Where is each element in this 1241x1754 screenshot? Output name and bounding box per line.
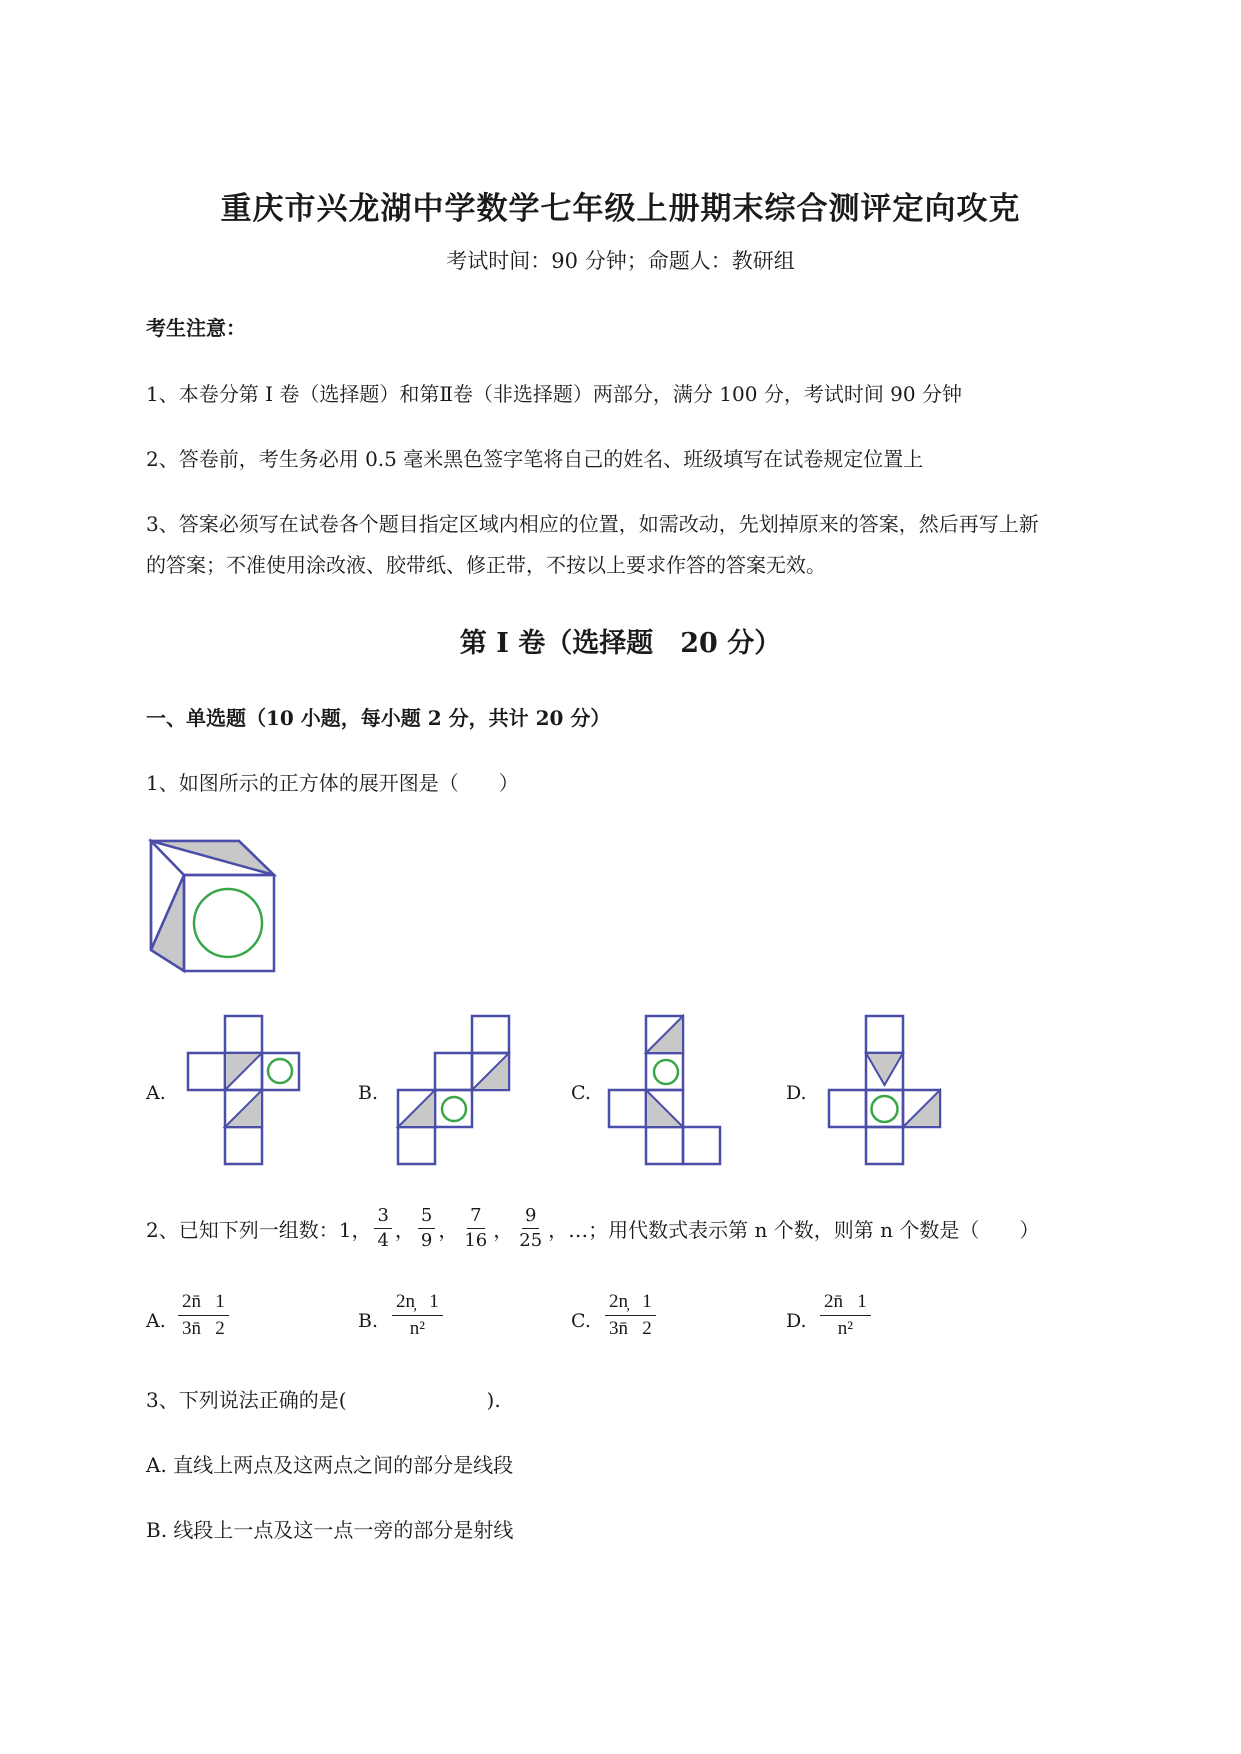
exam-subtitle: 考试时间：90 分钟；命题人：教研组 [446,249,795,273]
part-title: 一、单选题（10 小题，每小题 2 分，共计 20 分） [146,706,611,730]
notice-item-3: 3、答案必须写在试卷各个题目指定区域内相应的位置，如需改动，先划掉原来的答案，然后再写上新 [146,512,1039,536]
exam-title: 重庆市兴龙湖中学数学七年级上册期末综合测评定向攻克 [220,191,1021,227]
q1-option-b-net[interactable] [392,1013,517,1173]
notice-item-1: 1、本卷分第 I 卷（选择题）和第Ⅱ卷（非选择题）两部分，满分 100 分，考试时间 90 分钟 [146,382,962,406]
q2-option-c-expression[interactable]: $\frac{2n̦ 1}{3n̄ 2}$ [605,1290,656,1341]
q2-fraction: $\frac{5}{9}$ [418,1205,435,1252]
notice-item-2: 2、答卷前，考生务必用 0.5 毫米黑色签字笔将自己的姓名、班级填写在试卷规定位置上 [146,447,924,471]
notice-heading: 考生注意： [146,316,246,340]
q1-option-a-label[interactable]: A. [146,1082,166,1104]
q2-fraction: $\frac{7}{16}$ [464,1204,488,1251]
notice-item-3-cont: 的答案；不准使用涂改液、胶带纸、修正带，不按以上要求作答的答案无效。 [146,553,826,577]
q2-option-a-expression[interactable]: $\frac{2n̄ 1}{3n̄ 2}$ [178,1290,229,1341]
q1-option-c-net[interactable] [606,1013,731,1173]
q1-option-b-label[interactable]: B. [358,1082,379,1104]
q2-option-c-label[interactable]: C. [571,1310,591,1332]
q2-fraction: $\frac{3}{4}$ [374,1205,391,1252]
q2-fraction: $\frac{9}{25}$ [519,1204,543,1251]
q1-option-d-label[interactable]: D. [786,1082,807,1104]
q2-separator: ， [493,1217,514,1242]
q2-option-d-expression[interactable]: $\frac{2n̄ 1}{\text{n²}}$ [820,1290,871,1341]
q2-option-d-label[interactable]: D. [786,1310,807,1332]
q1-stem: 1、如图所示的正方体的展开图是（ ） [146,771,519,795]
q1-option-d-net[interactable] [820,1013,945,1173]
q3-stem: 3、下列说法正确的是( ). [146,1388,501,1412]
q2-option-b-expression[interactable]: $\frac{2n̦ 1}{\text{n²}}$ [392,1290,443,1341]
q2-stem-suffix: ，…；用代数式表示第 n 个数，则第 n 个数是（ ） [548,1217,1040,1242]
q2-stem-prefix: 2、已知下列一组数：1， [146,1217,372,1242]
q3-option-b[interactable]: B. 线段上一点及这一点一旁的部分是射线 [146,1518,514,1542]
q2-separator: ， [394,1217,415,1242]
q1-option-c-label[interactable]: C. [571,1082,591,1104]
section-title: 第 I 卷（选择题 20 分） [459,628,782,659]
cube-figure [146,838,286,975]
q2-option-b-label[interactable]: B. [358,1310,379,1332]
q2-stem [146,1200,1039,1256]
q2-separator: ， [438,1217,459,1242]
q3-option-a[interactable]: A. 直线上两点及这两点之间的部分是线段 [146,1453,514,1477]
q2-option-a-label[interactable]: A. [146,1310,166,1332]
q1-option-a-net[interactable] [180,1013,305,1173]
